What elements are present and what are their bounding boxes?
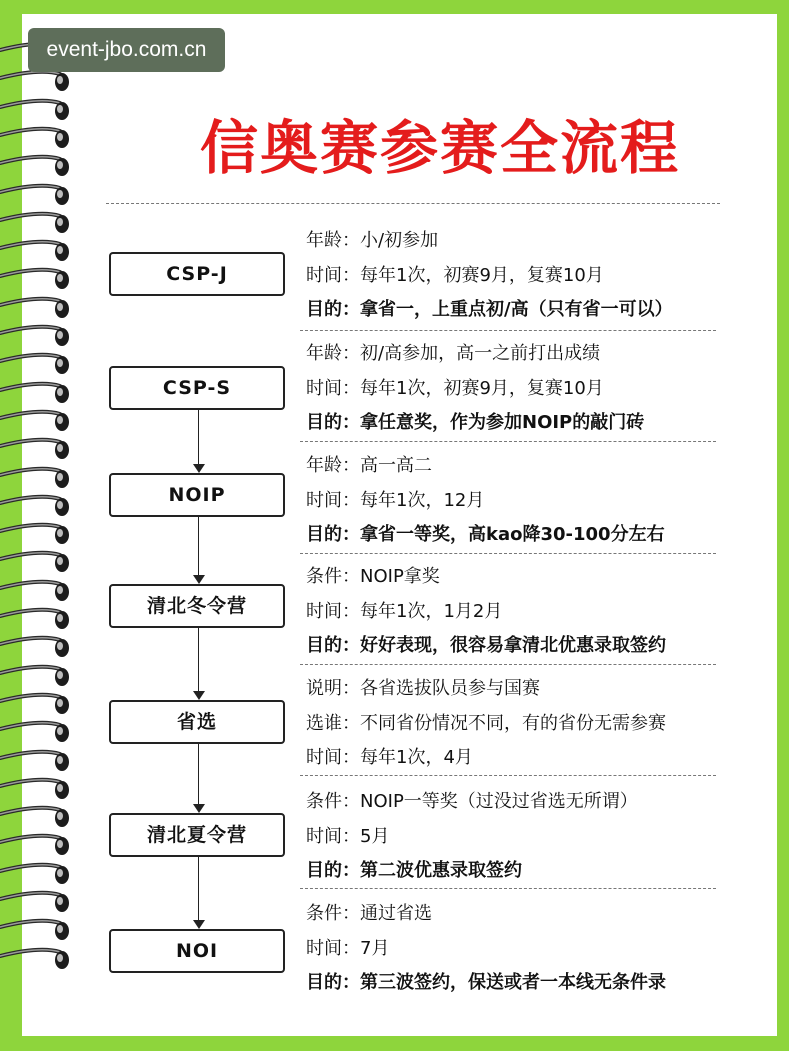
stage-detail-line: 时间：7月 (306, 937, 390, 959)
stage-detail-line: 说明：各省选拔队员参与国赛 (306, 678, 540, 699)
stage-node: CSP-J (109, 252, 285, 296)
stage-detail-line: 时间：每年1次，1月2月 (306, 600, 503, 622)
flow-connector (198, 744, 199, 805)
section-divider (300, 664, 716, 665)
stage-detail-line: 选谁：不同省份情况不同，有的省份无需参赛 (306, 712, 666, 734)
stage-node: NOIP (109, 473, 285, 517)
stage-detail-line: 目的：第二波优惠录取签约 (306, 860, 522, 881)
stage-detail-line: 目的：拿省一，上重点初/高（只有省一可以） (306, 299, 673, 320)
flow-connector (198, 410, 199, 465)
stage-node: NOI (109, 929, 285, 973)
section-divider (300, 888, 716, 889)
arrow-down-icon (193, 804, 205, 813)
section-divider (300, 441, 716, 442)
stage-detail-line: 目的：拿任意奖，作为参加NOIP的敲门砖 (306, 412, 645, 433)
arrow-down-icon (193, 464, 205, 473)
stage-node: CSP-S (109, 366, 285, 410)
stage-detail-line: 条件：NOIP拿奖 (306, 566, 440, 587)
section-divider (300, 775, 716, 776)
arrow-down-icon (193, 920, 205, 929)
stage-node: 清北夏令营 (109, 813, 285, 857)
stage-detail-line: 年龄：小/初参加 (306, 230, 439, 251)
page-title: 信奥赛参赛全流程 (199, 114, 680, 182)
arrow-down-icon (193, 691, 205, 700)
flow-connector (198, 857, 199, 921)
flow-connector (198, 628, 199, 692)
flow-connector (198, 517, 199, 576)
watermark-label: event-jbo.com.cn (28, 28, 225, 72)
stage-detail-line: 目的：好好表现，很容易拿清北优惠录取签约 (306, 635, 666, 656)
bottom-border (22, 1036, 777, 1051)
section-divider (300, 330, 716, 331)
stage-detail-line: 时间：每年1次，12月 (306, 489, 485, 511)
stage-detail-line: 年龄：高一高二 (306, 455, 432, 476)
arrow-down-icon (193, 575, 205, 584)
stage-node: 清北冬令营 (109, 584, 285, 628)
stage-detail-line: 目的：第三波签约，保送或者一本线无条件录 (306, 972, 666, 993)
stage-detail-line: 时间：每年1次，4月 (306, 747, 473, 768)
section-divider (300, 553, 716, 554)
stage-node: 省选 (109, 700, 285, 744)
stage-detail-line: 时间：每年1次，初赛9月，复赛10月 (306, 377, 604, 399)
binding-ring-icon (0, 938, 78, 978)
stage-detail-line: 时间：每年1次，初赛9月，复赛10月 (306, 264, 604, 286)
stage-detail-line: 条件：NOIP一等奖（过没过省选无所谓） (306, 791, 638, 812)
stage-detail-line: 年龄：初/高参加，高一之前打出成绩 (306, 343, 601, 364)
stage-detail-line: 条件：通过省选 (306, 903, 432, 924)
title-divider (106, 203, 720, 204)
stage-detail-line: 目的：拿省一等奖，高kao降30-100分左右 (306, 524, 665, 545)
stage-detail-line: 时间：5月 (306, 825, 390, 847)
